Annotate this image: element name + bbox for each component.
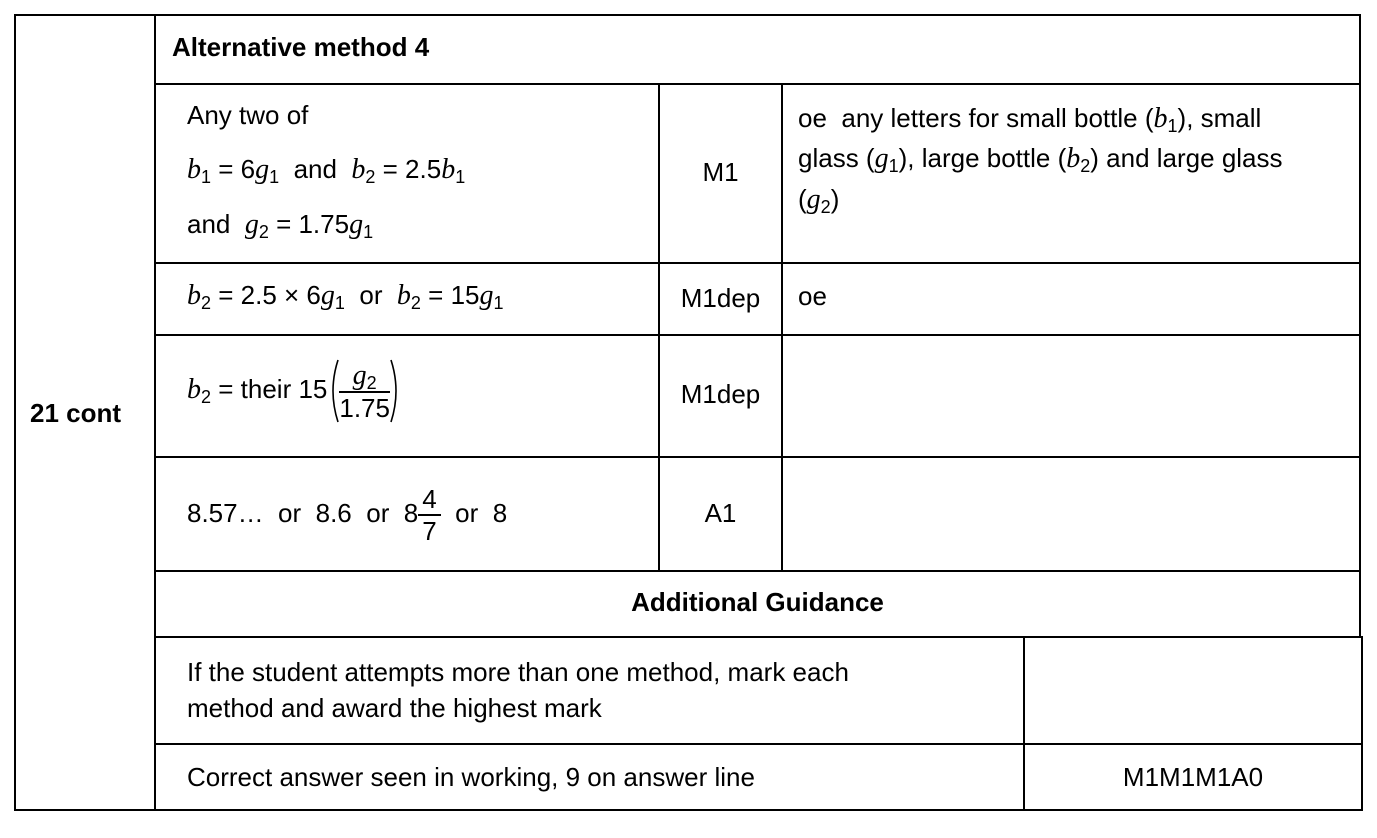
left-paren: [327, 358, 339, 424]
fraction-g2-over-1.75: $\frac{g_2}{1.75}$: [339, 359, 390, 423]
row1-comment-line3: $(g_2)$: [798, 184, 840, 217]
border-h5: [154, 570, 1361, 572]
row1-working-line1: Any two of: [187, 100, 309, 130]
border-outer-left: [14, 14, 16, 811]
border-outer-right-lower: [1361, 636, 1363, 811]
row2-working: $b_2 = 2.5 \times 6g_1$ or $b_2 = 15g_1$: [187, 280, 504, 313]
row2-comment: oe: [798, 281, 827, 311]
guidance-title: Additional Guidance: [631, 587, 884, 617]
border-h4: [154, 456, 1361, 458]
guidance2-text: Correct answer seen in working, 9 on answer line: [187, 762, 755, 792]
border-v-mark-right: [781, 83, 783, 572]
row1-mark: M1: [702, 157, 739, 187]
border-h3: [154, 334, 1361, 336]
fraction-4-over-7: $\frac{4}{7}$: [418, 484, 440, 546]
border-outer-bottom: [14, 809, 1363, 811]
border-outer-top: [14, 14, 1361, 16]
row4-mark: A1: [704, 498, 737, 528]
row3-mark: M1dep: [680, 379, 761, 409]
question-number: 21 cont: [30, 398, 122, 428]
row1-working-line2: $b_1 = 6g_1$ and $b_2 = 2.5b_1$: [187, 154, 466, 187]
row1-comment-line2: glass $(g_1)$, large bottle $(b_2)$ and large glass: [798, 143, 1283, 176]
row2-mark: M1dep: [680, 283, 761, 313]
border-h2: [154, 262, 1361, 264]
row1-comment-line1: oe any letters for small bottle $(b_1)$, small: [798, 103, 1262, 136]
guidance1-line1: If the student attempts more than one method, mark each: [187, 657, 849, 687]
row1-working-line3: and $g_2 = 1.75g_1$: [187, 209, 374, 242]
method-title: Alternative method 4: [172, 32, 430, 62]
guidance1-line2: method and award the highest mark: [187, 693, 602, 723]
border-h7: [154, 743, 1363, 745]
guidance2-mark: M1M1M1A0: [1122, 762, 1264, 792]
border-question-col: [154, 14, 156, 811]
row4-working: 8.57… or 8.6 or 8 $\frac{4}{7}$ or 8: [187, 484, 508, 547]
border-h6: [154, 636, 1363, 638]
border-h1: [154, 83, 1361, 85]
border-outer-right: [1359, 14, 1361, 638]
right-paren: [390, 358, 402, 424]
row3-working: $b_2$ = their 15 $\frac{g_2}{1.75}$: [187, 354, 402, 434]
